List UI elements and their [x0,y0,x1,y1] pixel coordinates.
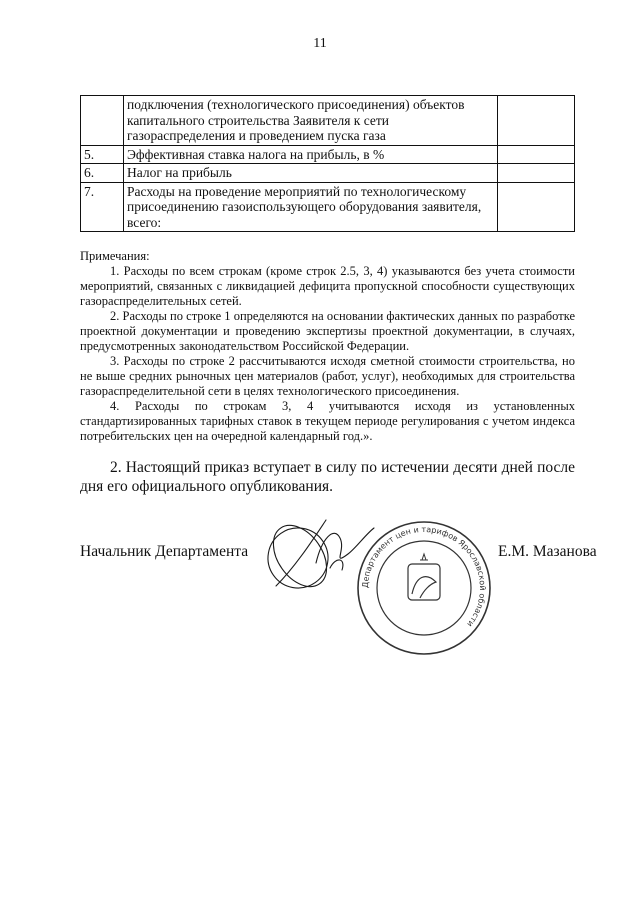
row-description: Расходы на проведение мероприятий по технологическому присоединению газоиспользующего оборудования заявителя, всего: [124,182,498,232]
table-row [81,145,575,164]
costs-table [80,95,575,232]
page-number: 11 [313,36,327,51]
row-value [498,145,575,164]
note-item: 4. Расходы по строкам 3, 4 учитываются исходя из установленных стандартизированных тарифных ставок в текущем периоде регулирования с учетом индекса потребительских цен на очередной календарный год.». [80,399,575,443]
table-row [81,96,575,146]
row-value [498,96,575,146]
row-number: 5. [81,145,124,164]
signatory-title: Начальник Департамента [80,543,249,560]
table-row [81,182,575,232]
notes-heading: Примечания: [80,249,150,263]
row-number: 6. [81,164,124,183]
row-description: подключения (технологического присоединения) объектов капитального строительства Заявителя к сети газораспределения и проведением пуска газа [124,96,498,146]
note-item: 3. Расходы по строке 2 рассчитываются исходя сметной стоимости строительства, но не выше средних рыночных цен материалов (работ, услуг), необходимых для строительства газораспределительной сети в целях технологического присоединения. [80,354,575,398]
row-value [498,182,575,232]
official-seal [356,520,492,656]
row-description: Эффективная ставка налога на прибыль, в % [124,145,498,164]
row-description: Налог на прибыль [124,164,498,183]
row-number: 7. [81,182,124,232]
svg-text:Департамент цен и тарифов Ярос: Департамент цен и тарифов Ярославской области [360,524,488,629]
signatory-name: Е.М. Мазанова [498,543,597,560]
note-item: 1. Расходы по всем строкам (кроме строк 2.5, 3, 4) указываются без учета стоимости мероприятий, связанных с ликвидацией дефицита пропускной способности существующих газораспределительных сетей. [80,264,575,308]
row-number [81,96,124,146]
notes-section [80,249,575,444]
row-value [498,164,575,183]
note-item: 2. Расходы по строке 1 определяются на основании фактических данных по разработке проектной документации и проведению экспертизы проектной документации, в случаях, предусмотренных законодательством Российской Федерации. [80,309,575,353]
table-row [81,164,575,183]
order-effective-paragraph: 2. Настоящий приказ вступает в силу по истечении десяти дней после дня его официального опубликования. [80,459,575,495]
